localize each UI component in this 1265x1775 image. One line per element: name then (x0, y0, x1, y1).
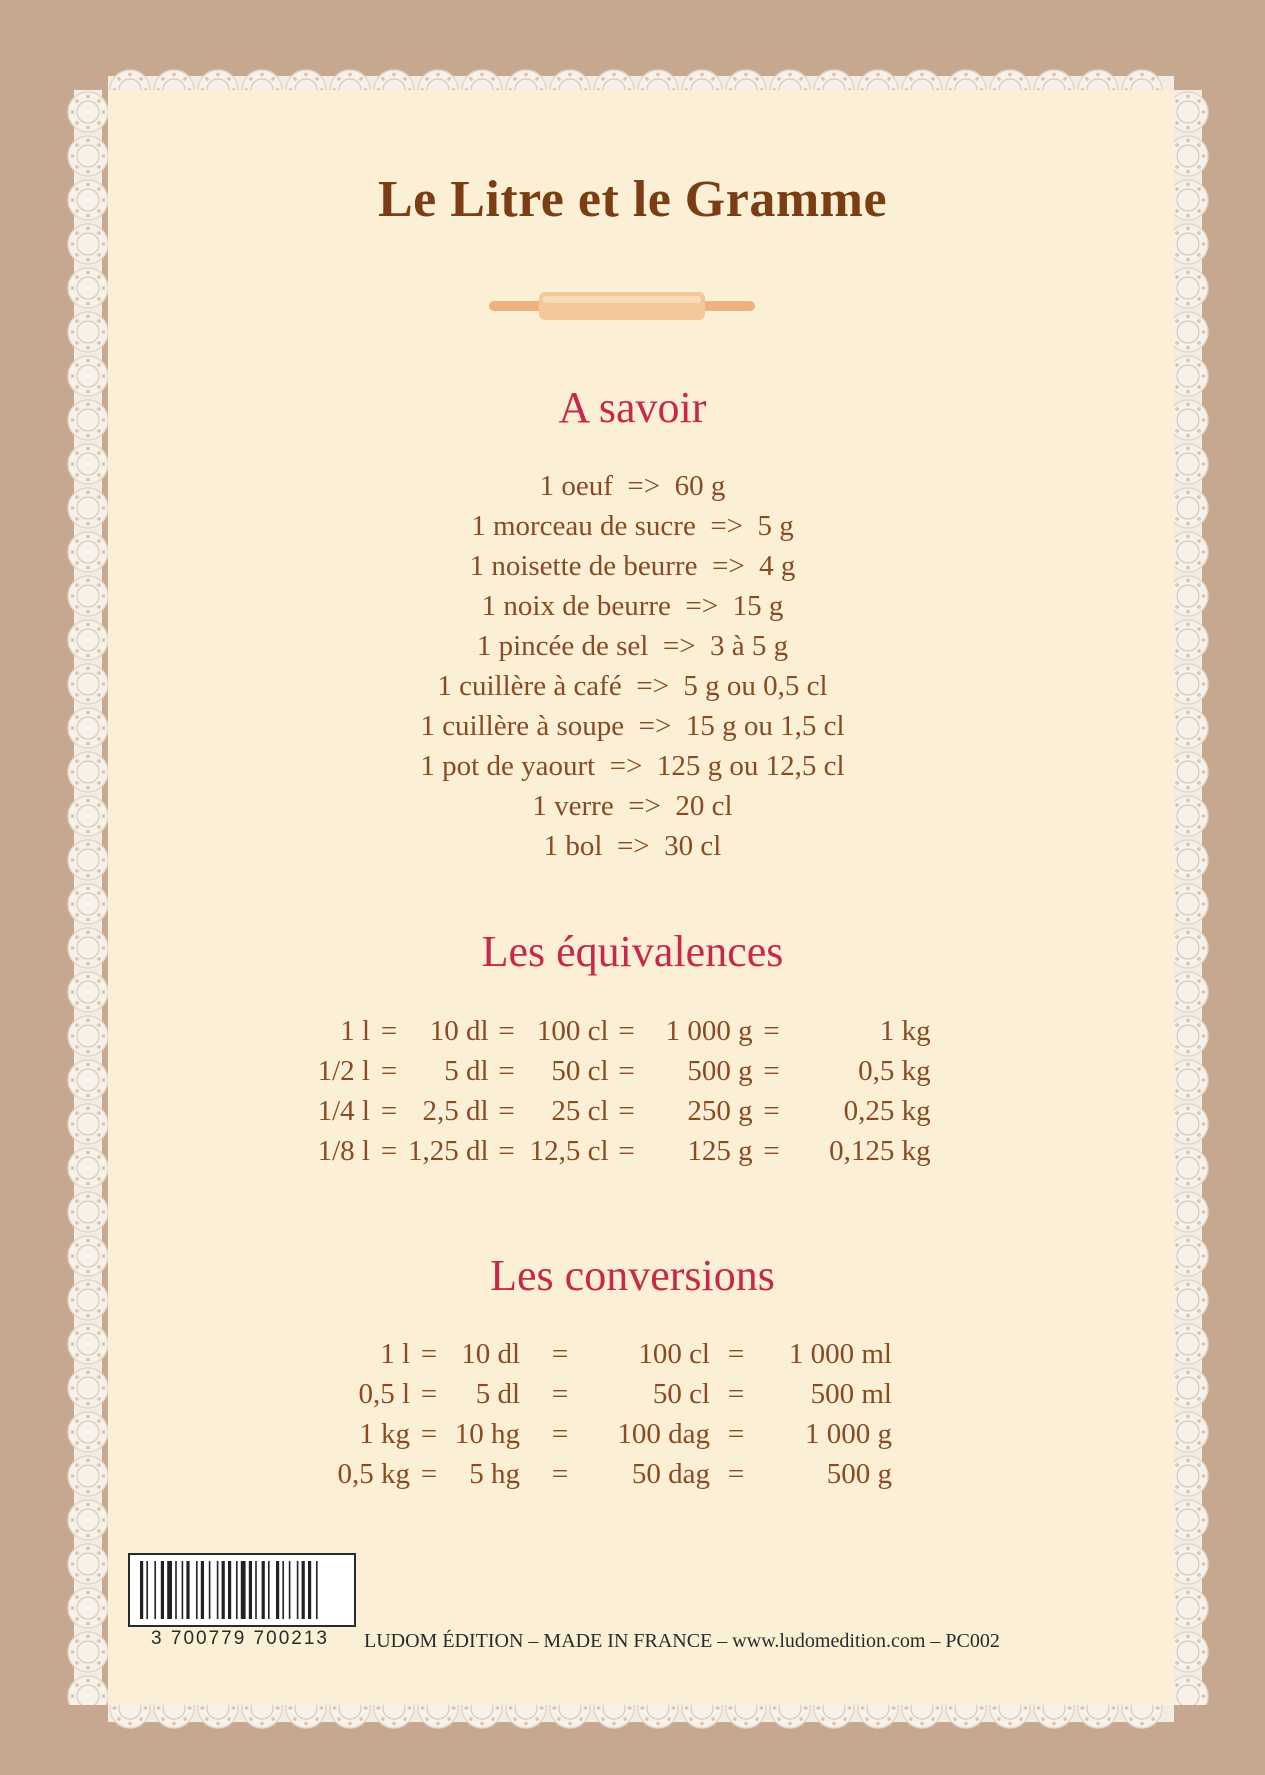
equals-sign: = (618, 1095, 635, 1127)
table-row (300, 1011, 931, 1051)
table-cell: 12,5 cl (529, 1135, 609, 1167)
equivalences-table (300, 1011, 931, 1171)
table-cell: 250 g (687, 1095, 753, 1127)
equals-sign: = (380, 1135, 398, 1167)
savoir-line: 1 morceau de sucre => 5 g (471, 510, 794, 542)
savoir-line: 1 bol => 30 cl (543, 830, 722, 862)
table-row (320, 1374, 892, 1414)
table-cell: 50 dag (631, 1458, 710, 1490)
equals-sign: = (380, 1095, 398, 1127)
table-cell: 0,125 kg (829, 1135, 931, 1167)
table-cell: 100 dag (617, 1418, 710, 1450)
equals-sign: = (763, 1095, 780, 1127)
table-cell: 1 l (380, 1338, 410, 1370)
savoir-line: 1 noix de beurre => 15 g (481, 590, 784, 622)
section-heading-savoir: A savoir (558, 383, 707, 432)
savoir-line: 1 cuillère à soupe => 15 g ou 1,5 cl (420, 710, 845, 742)
equals-sign: = (498, 1055, 515, 1087)
section-heading-equivalences: Les équivalences (481, 927, 784, 976)
equals-sign: = (618, 1055, 635, 1087)
savoir-list (0, 466, 1265, 866)
equals-sign: = (618, 1015, 635, 1047)
equals-sign: = (727, 1378, 745, 1410)
table-cell: 10 dl (429, 1015, 489, 1047)
table-row (320, 1454, 892, 1494)
equals-sign: = (727, 1458, 745, 1490)
table-cell: 0,25 kg (843, 1095, 931, 1127)
table-cell: 5 dl (475, 1378, 520, 1410)
table-row (300, 1131, 931, 1171)
table-cell: 2,5 dl (422, 1095, 489, 1127)
table-cell: 1/8 l (317, 1135, 370, 1167)
equals-sign: = (763, 1015, 780, 1047)
equals-sign: = (727, 1338, 745, 1370)
table-cell: 5 hg (469, 1458, 520, 1490)
equals-sign: = (551, 1338, 569, 1370)
table-cell: 125 g (687, 1135, 753, 1167)
table-cell: 25 cl (551, 1095, 609, 1127)
table-cell: 5 dl (444, 1055, 489, 1087)
table-cell: 10 dl (461, 1338, 520, 1370)
savoir-line: 1 oeuf => 60 g (539, 470, 726, 502)
table-row (300, 1051, 931, 1091)
rolling-pin-icon (487, 288, 757, 324)
equals-sign: = (420, 1458, 438, 1490)
page-title: Le Litre et le Gramme (377, 171, 888, 228)
table-cell: 1/4 l (317, 1095, 370, 1127)
table-cell: 500 ml (810, 1378, 892, 1410)
section-heading-conversions: Les conversions (490, 1251, 775, 1300)
equals-sign: = (727, 1418, 745, 1450)
savoir-line: 1 pincée de sel => 3 à 5 g (476, 630, 789, 662)
table-cell: 50 cl (551, 1055, 609, 1087)
publisher-footer: LUDOM ÉDITION – MADE IN FRANCE – www.ludomedition.com – PC002 (364, 1630, 1000, 1652)
savoir-line: 1 cuillère à café => 5 g ou 0,5 cl (437, 670, 828, 702)
equals-sign: = (763, 1055, 780, 1087)
table-cell: 100 cl (536, 1015, 609, 1047)
table-cell: 1 000 ml (788, 1338, 892, 1370)
savoir-line: 1 verre => 20 cl (532, 790, 733, 822)
savoir-line: 1 noisette de beurre => 4 g (469, 550, 796, 582)
table-cell: 500 g (826, 1458, 892, 1490)
equals-sign: = (618, 1135, 635, 1167)
equals-sign: = (763, 1135, 780, 1167)
equals-sign: = (498, 1015, 515, 1047)
table-cell: 1 000 g (805, 1418, 892, 1450)
table-cell: 500 g (687, 1055, 753, 1087)
table-cell: 50 cl (652, 1378, 710, 1410)
table-cell: 1 000 g (665, 1015, 753, 1047)
equals-sign: = (380, 1015, 398, 1047)
equals-sign: = (420, 1418, 438, 1450)
equals-sign: = (380, 1055, 398, 1087)
equals-sign: = (551, 1418, 569, 1450)
table-cell: 1 kg (359, 1418, 410, 1450)
table-row (320, 1414, 892, 1454)
table-cell: 1/2 l (317, 1055, 370, 1087)
savoir-line: 1 pot de yaourt => 125 g ou 12,5 cl (420, 750, 845, 782)
equals-sign: = (551, 1378, 569, 1410)
equals-sign: = (498, 1095, 515, 1127)
table-cell: 1 kg (879, 1015, 931, 1047)
table-cell: 1,25 dl (408, 1135, 489, 1167)
barcode-number: 3 700779 700213 (151, 1628, 329, 1649)
barcode (128, 1553, 356, 1627)
equals-sign: = (420, 1338, 438, 1370)
table-row (320, 1334, 892, 1374)
table-cell: 0,5 l (358, 1378, 410, 1410)
table-cell: 1 l (340, 1015, 370, 1047)
equals-sign: = (498, 1135, 515, 1167)
table-cell: 100 cl (638, 1338, 710, 1370)
conversions-table (320, 1334, 892, 1494)
table-cell: 10 hg (454, 1418, 520, 1450)
table-row (300, 1091, 931, 1131)
equals-sign: = (420, 1378, 438, 1410)
barcode-icon (130, 1555, 354, 1625)
equals-sign: = (551, 1458, 569, 1490)
table-cell: 0,5 kg (858, 1055, 931, 1087)
table-cell: 0,5 kg (337, 1458, 410, 1490)
